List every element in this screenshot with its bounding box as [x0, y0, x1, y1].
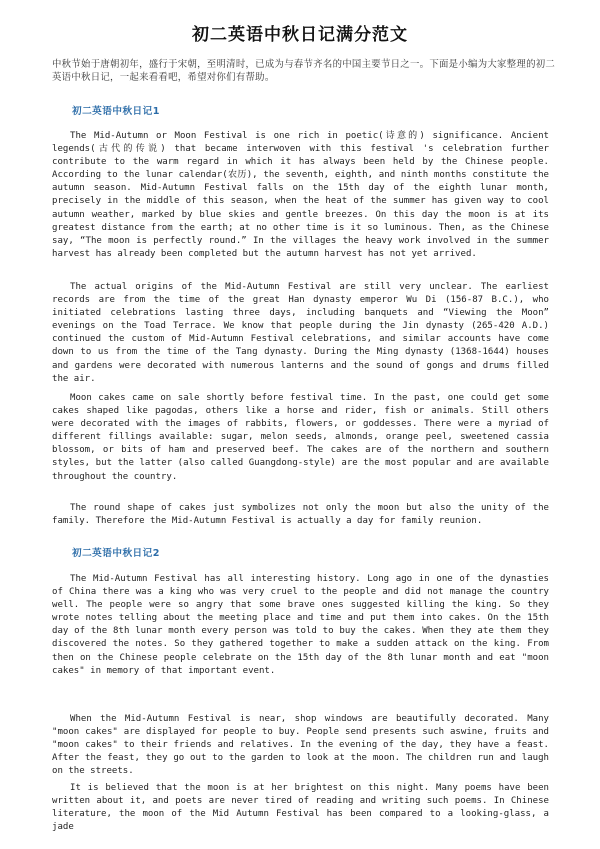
- paragraph: It is believed that the moon is at her brightest on this night. Many poems have been written about it, and poets are never tired of reading and writing such poems. In Chinese literature, the moon of the Mid Autumn Festival has been compared to a looking-glass, a jade: [52, 783, 549, 833]
- page-title: 初二英语中秋日记满分范文: [192, 25, 408, 45]
- paragraph: Moon cakes came on sale shortly before festival time. In the past, one could get some cakes shaped like pagodas, others like a horse and rider, fish or animals. Still others were decorated with the images of rabbits, flowers, or goddesses. There were a myriad of different fillings available: sugar, melon seeds, almonds, orange peel, sweetened cassia blossom, or bits of ham and preserved beef. The cakes are of the northern and southern styles, but the latter (also called Guangdong-style) are the most popular and are available throughout the country.: [52, 393, 549, 482]
- paragraph: The Mid-Autumn Festival has all interesting history. Long ago in one of the dynasties of China there was a king who was very cruel to the people and did not manage the country well. The people were so angry that some brave ones suggested killing the king. So they wrote notes telling about the meeting place and time and put them into cakes. On the 15th day of the 8th lunar month every person was told to buy the cakes. When they ate them they discovered the notes. So they gathered together to make a sudden attack on the king. From then on the Chinese people celebrate on the 15th day of the 8th lunar month and eat "moon cakes" in memory of that important event.: [52, 574, 549, 676]
- section-heading-1: 初二英语中秋日记1: [72, 106, 160, 117]
- section-heading-2: 初二英语中秋日记2: [72, 548, 160, 559]
- paragraph: The Mid-Autumn or Moon Festival is one rich in poetic(诗意的) significance. Ancient legends(古代的传说) that became interwoven with this festival 's celebration further contribute to the warm regard in which it has always been held by the Chinese people. According to the lunar calendar(农历), the seventh, eighth, and ninth months constitute the autumn season. Mid-Autumn Festival falls on the 15th day of the eighth lunar month, precisely in the middle of this season, when the heat of the summer has given way to cool autumn weather, marked by blue skies and gentle breezes. On this day the moon is at its greatest distance from the earth; at no other time is it so luminous. Then, as the Chinese say, “The moon is perfectly round.” In the villages the heavy work involved in the summer harvest has already been completed but the autumn harvest has not yet arrived.: [52, 131, 549, 259]
- paragraph: When the Mid-Autumn Festival is near, shop windows are beautifully decorated. Many "moon cakes" are displayed for people to buy. People send presents such aswine, fruits and "moon cakes" to their friends and relatives. In the evening of the day, they have a feast. After the feast, they go out to the garden to look at the moon. The children run and laugh on the streets.: [52, 714, 549, 777]
- paragraph: The round shape of cakes just symbolizes not only the moon but also the unity of the family. Therefore the Mid-Autumn Festival is actually a day for family reunion.: [52, 503, 549, 527]
- intro-paragraph: 中秋节始于唐朝初年，盛行于宋朝，至明清时，已成为与春节齐名的中国主要节日之一。下面是小编为大家整理的初二英语中秋日记，一起来看看吧，希望对你们有帮助。: [52, 59, 556, 83]
- paragraph: The actual origins of the Mid-Autumn Festival are still very unclear. The earliest records are from the time of the great Han dynasty emperor Wu Di (156-87 B.C.), who initiated celebrations lasting three days, including banquets and “Viewing the Moon” evenings on the Toad Terrace. We know that people during the Jin dynasty (265-420 A.D.) continued the custom of Mid-Autumn Festival celebrations, and similar accounts have come down to us from the time of the Tang dynasty. During the Ming dynasty (1368-1644) houses and gardens were decorated with numerous lanterns and the sound of gongs and drums filled the air.: [52, 282, 549, 384]
